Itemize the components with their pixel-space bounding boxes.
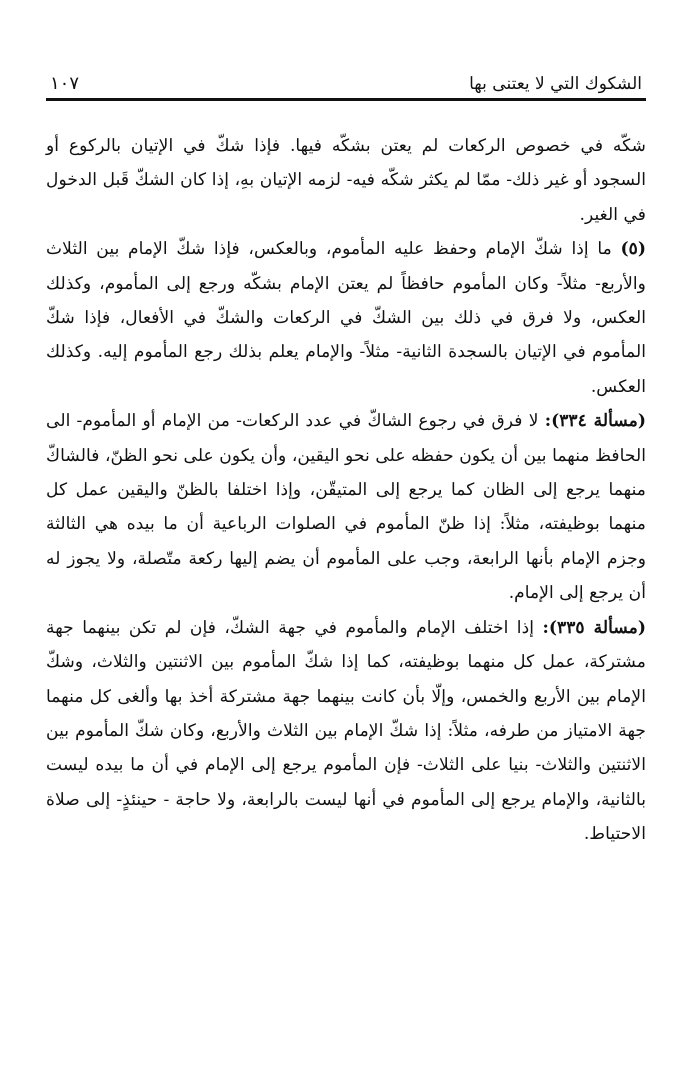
paragraph [46, 404, 646, 610]
paragraph-text: إذا اختلف الإمام والمأموم في جهة الشكّ، فإن لم تكن بينهما جهة مشتركة، عمل كل منهما بوظيفته، كما إذا شكّ المأموم بين الاثنتين والثلاث، وشكّ الإمام بين الأربع والخمس، وإلّا بأن كانت بينهما جهة مشتركة أخذ بها وألغى كل منهما جهة الامتياز من طرفه، مثلاً: إذا شكّ الإمام بين الثلاث والأربع، وكان شكّ المأموم بين الاثنتين والثلاث- بنيا على الثلاث- فإن المأموم يرجع إلى الإمام في أن ما بيده ليست بالثانية، والإمام يرجع إلى المأموم في أنها ليست بالرابعة، ولا حاجة - حينئذٍ- إلى صلاة الاحتياط. [46, 617, 646, 845]
paragraph-text: ما إذا شكّ الإمام وحفظ عليه المأموم، وبالعكس، فإذا شكّ الإمام بين الثلاث والأربع- مثلاً- وكان المأموم حافظاً لم يعتن الإمام بشكّه ورجع إلى المأموم، وكذلك العكس، ولا فرق في ذلك بين الشكّ في الركعات والشكّ في الأفعال، فإذا شكّ المأموم في الإتيان بالسجدة الثانية- مثلاً- والإمام يعلم بذلك رجع المأموم إليه. وكذلك العكس. [46, 239, 646, 397]
page-body [46, 129, 646, 852]
page-header [46, 58, 646, 101]
paragraph-text: شكّه في خصوص الركعات لم يعتن بشكّه فيها. فإذا شكّ في الإتيان بالركوع أو السجود أو غير ذلك- ممّا لم يكثر شكّه فيه- لزمه الإتيان بهِ، إذا كان الشكّ قَبل الدخول في الغير. [46, 136, 646, 225]
paragraph [46, 129, 646, 232]
paragraph [46, 232, 646, 404]
paragraph-text: لا فرق في رجوع الشاكّ في عدد الركعات- من الإمام أو المأموم- الى الحافظ منهما بين أن يكون حفظه على نحو اليقين، وأن يكون على نحو الظنّ، فالشاكّ منهما يرجع إلى الظان كما يرجع إلى المتيقّن، وإذا اختلفا بالظنّ واليقين عمل كل منهما بوظيفته، مثلاً: إذا ظنّ المأموم في الصلوات الرباعية أن ما بيده هي الثالثة وجزم الإمام بأنها الرابعة، وجب على المأموم أن يضم إليها ركعة متّصلة، ولا يجوز له أن يرجع إلى الإمام. [46, 411, 646, 604]
running-title: الشكوك التي لا يعتنى بها [469, 74, 642, 94]
issue-heading: (مسألة ٣٣٥): [542, 617, 647, 638]
page-number: ١٠٧ [50, 73, 80, 94]
item-number: (٥) [620, 239, 646, 260]
paragraph [46, 611, 646, 852]
issue-heading: (مسألة ٣٣٤): [544, 411, 646, 432]
